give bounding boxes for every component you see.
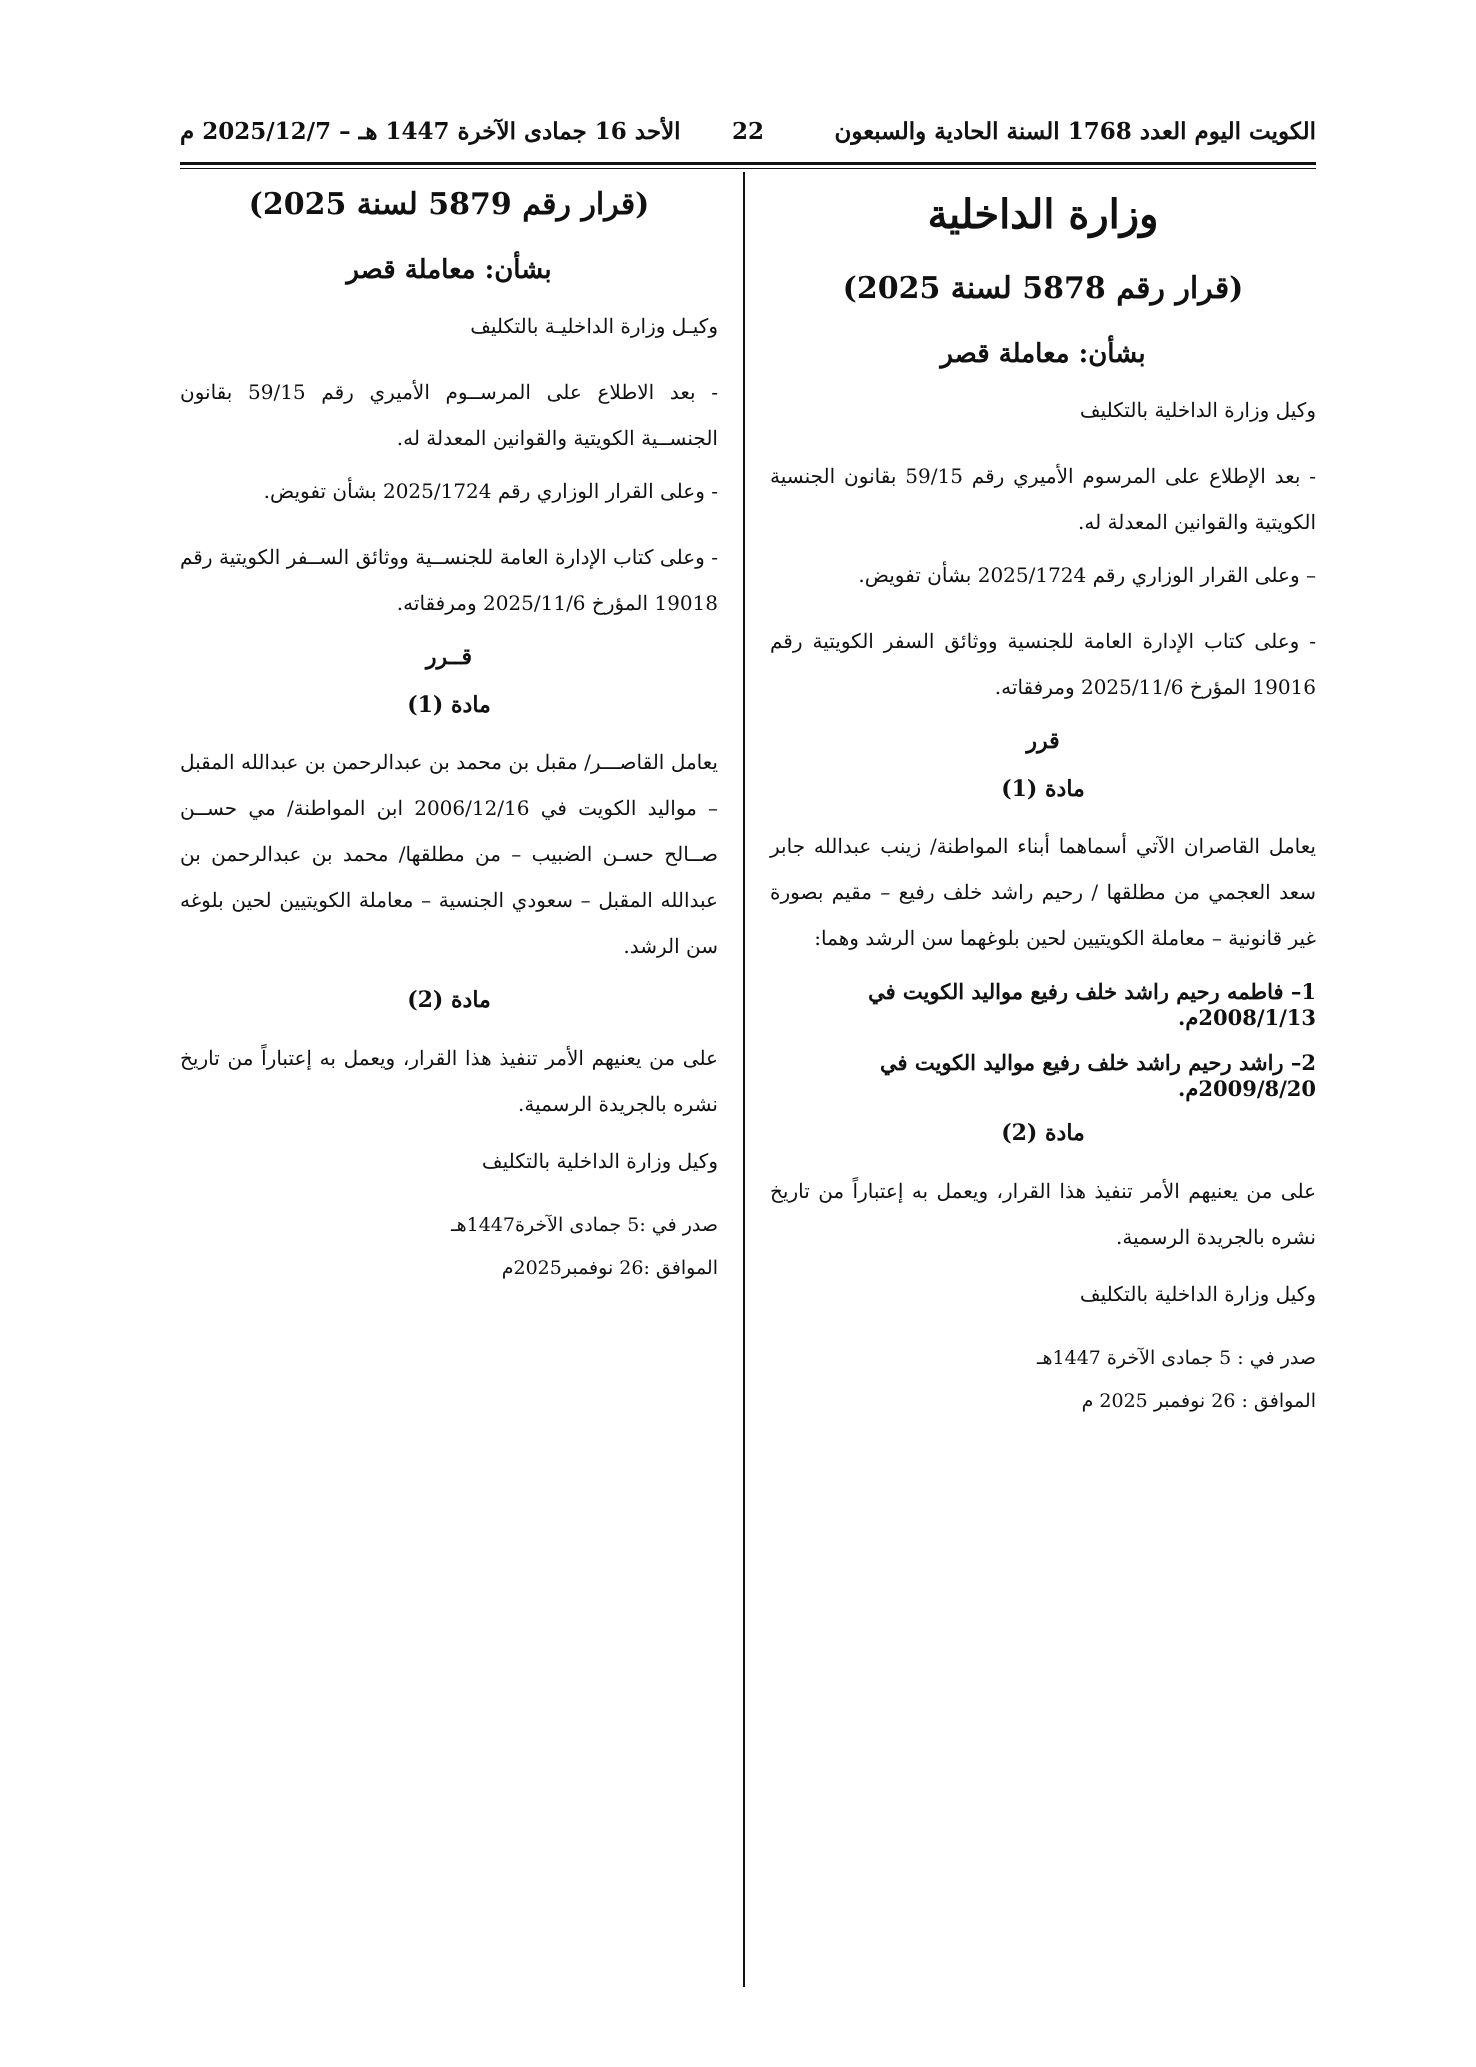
article-text: يعامل القاصـــر/ مقبل بن محمد بن عبدالرحمن بن عبدالله المقبل – مواليد الكويت في 2006/12/16 ابن المواطنة/ مي حســن صــالح حسـن الضبيب – من مطلقها/ محمد بن عبدالرحمن بن عبدالله المقبل – سعودي الجنسية – معاملة الكويتيين لحين بلوغه سن الرشد. [180, 750, 719, 958]
signature-line: وكيل وزارة الداخلية بالتكليف [481, 1148, 718, 1173]
preamble-paragraph: - وعلى القرار الوزاري رقم 2025/1724 بشأن تفويض. [263, 479, 718, 503]
decree-title: (قرار رقم 5879 لسنة 2025) [248, 187, 650, 222]
corresponding-date: الموافق :26 نوفمبر2025م [501, 1257, 718, 1280]
decree-title: (قرار رقم 5878 لسنة 2025) [842, 271, 1244, 306]
preamble-paragraph: - وعلى كتاب الإدارة العامة للجنســية ووثائق الســفر الكويتية رقم 19018 المؤرخ 2025/11/6 ومرفقاته. [180, 545, 718, 615]
page-header [180, 118, 1316, 158]
header-publication: الكويت اليوم العدد 1768 السنة الحادية والسبعون [834, 118, 1316, 145]
list-item: 1– فاطمه رحيم راشد خلف رفيع مواليد الكويت في 2008/1/13م. [868, 979, 1316, 1031]
ministry-title: وزارة الداخلية [927, 191, 1159, 238]
article-heading: مادة (2) [407, 987, 491, 1013]
issued-date: صدر في : 5 جمادى الآخرة 1447هـ [1036, 1346, 1316, 1369]
preamble-paragraph: - وعلى كتاب الإدارة العامة للجنسية ووثائق السفر الكويتية رقم 19016 المؤرخ 2025/11/6 ومرفقاته. [770, 629, 1316, 699]
header-page-number: 22 [731, 118, 765, 145]
list-item: 2– راشد رحيم راشد خلف رفيع مواليد الكويت في 2009/8/20م. [880, 1049, 1316, 1101]
decree-subject: بشأن: معاملة قصر [346, 254, 552, 285]
issuer-line: وكيـل وزارة الداخليـة بالتكليف [470, 314, 718, 338]
right-column [770, 180, 1316, 1434]
decided-heading: قــرر [425, 644, 473, 670]
article-text: يعامل القاصران الآتي أسماهما أبناء المواطنة/ زينب عبدالله جابر سعد العجمي من مطلقها / رحيم راشد خلف رفيع – مقيم بصورة غير قانونية – معاملة الكويتيين لحين بلوغهما سن الرشد وهما: [770, 834, 1316, 950]
header-date: الأحد 16 جمادى الآخرة 1447 هـ – 2025/12/7 م [180, 118, 681, 145]
article-heading: مادة (2) [1001, 1120, 1085, 1146]
decree-subject: بشأن: معاملة قصر [940, 338, 1146, 369]
article-heading: مادة (1) [1001, 775, 1085, 802]
article-text: على من يعنيهم الأمر تنفيذ هذا القرار، ويعمل به إعتباراً من تاريخ نشره بالجريدة الرسمية. [180, 1045, 718, 1116]
header-rule-thin [180, 168, 1316, 169]
header-rule-thick [180, 162, 1316, 165]
left-column [180, 180, 718, 1301]
preamble-paragraph: - بعد الإطلاع على المرسوم الأميري رقم 59/15 بقانون الجنسية الكويتية والقوانين المعدلة له. [770, 464, 1316, 534]
decided-heading: قرر [1026, 728, 1060, 754]
issued-date: صدر في :5 جمادى الآخرة1447هـ [451, 1213, 718, 1236]
issuer-line: وكيل وزارة الداخلية بالتكليف [1079, 398, 1316, 422]
article-heading: مادة (1) [407, 691, 491, 718]
column-divider [743, 172, 745, 1987]
article-text: على من يعنيهم الأمر تنفيذ هذا القرار، ويعمل به إعتباراً من تاريخ نشره بالجريدة الرسمية. [770, 1178, 1316, 1249]
signature-line: وكيل وزارة الداخلية بالتكليف [1079, 1281, 1316, 1306]
preamble-paragraph: – وعلى القرار الوزاري رقم 2025/1724 بشأن تفويض. [858, 563, 1316, 587]
corresponding-date: الموافق : 26 نوفمبر 2025 م [1081, 1390, 1316, 1413]
preamble-paragraph: - بعد الاطلاع على المرســوم الأميري رقم 59/15 بقانون الجنســية الكويتية والقوانين المعدلة له. [180, 380, 718, 450]
